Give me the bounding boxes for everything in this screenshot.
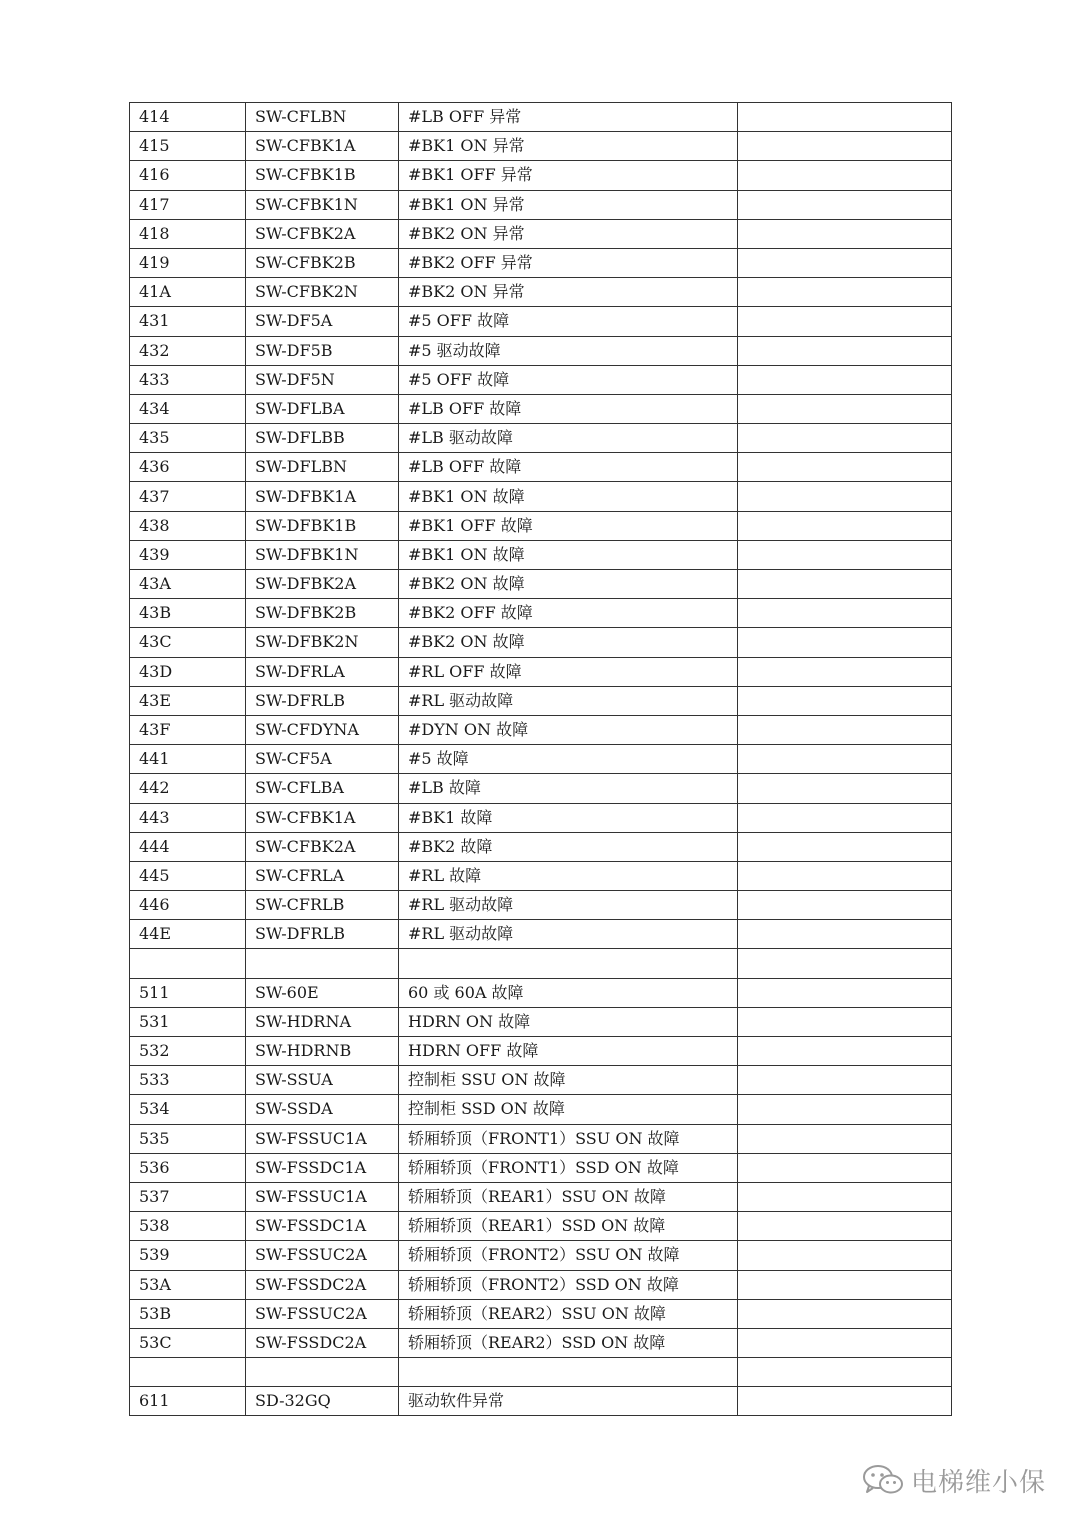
table-row [130, 161, 952, 190]
remark-cell [738, 861, 952, 890]
signal-name-cell: SW-DFLBA [246, 394, 399, 423]
description-cell [399, 949, 738, 978]
fault-code-cell: 432 [130, 336, 246, 365]
remark-cell [738, 1007, 952, 1036]
fault-code-cell: 418 [130, 219, 246, 248]
remark-cell [738, 540, 952, 569]
table-row [130, 103, 952, 132]
remark-cell [738, 103, 952, 132]
remark-cell [738, 278, 952, 307]
signal-name-cell [246, 1358, 399, 1387]
signal-name-cell: SD-32GQ [246, 1387, 399, 1416]
fault-code-cell: 435 [130, 424, 246, 453]
fault-code-table-body [130, 103, 952, 1416]
remark-cell [738, 1153, 952, 1182]
fault-code-cell: 53B [130, 1299, 246, 1328]
description-cell: 控制柜 SSD ON 故障 [399, 1095, 738, 1124]
remark-cell [738, 920, 952, 949]
description-cell: #BK2 ON 异常 [399, 278, 738, 307]
signal-name-cell: SW-FSSDC2A [246, 1270, 399, 1299]
signal-name-cell: SW-DFLBB [246, 424, 399, 453]
description-cell: #BK2 ON 故障 [399, 628, 738, 657]
fault-code-cell: 43E [130, 686, 246, 715]
signal-name-cell: SW-DFBK1A [246, 482, 399, 511]
fault-code-cell: 443 [130, 803, 246, 832]
signal-name-cell: SW-DFBK1B [246, 511, 399, 540]
description-cell: #5 OFF 故障 [399, 365, 738, 394]
remark-cell [738, 570, 952, 599]
remark-cell [738, 394, 952, 423]
signal-name-cell: SW-CFBK1A [246, 803, 399, 832]
signal-name-cell: SW-DFBK2B [246, 599, 399, 628]
description-cell: 轿厢轿顶（FRONT2）SSU ON 故障 [399, 1241, 738, 1270]
table-row [130, 1182, 952, 1211]
remark-cell [738, 132, 952, 161]
watermark-text: 电梯维小保 [910, 1467, 1046, 1498]
table-row [130, 1153, 952, 1182]
description-cell: 轿厢轿顶（FRONT1）SSD ON 故障 [399, 1153, 738, 1182]
description-cell: #BK1 ON 异常 [399, 190, 738, 219]
remark-cell [738, 715, 952, 744]
table-row [130, 803, 952, 832]
description-cell: #5 驱动故障 [399, 336, 738, 365]
table-row [130, 686, 952, 715]
table-row [130, 1095, 952, 1124]
table-row [130, 1241, 952, 1270]
description-cell: 轿厢轿顶（REAR2）SSD ON 故障 [399, 1328, 738, 1357]
description-cell: #BK2 ON 故障 [399, 570, 738, 599]
description-cell: #RL 驱动故障 [399, 686, 738, 715]
description-cell: #BK1 ON 异常 [399, 132, 738, 161]
table-row [130, 774, 952, 803]
remark-cell [738, 424, 952, 453]
fault-code-cell: 41A [130, 278, 246, 307]
description-cell: #BK2 ON 异常 [399, 219, 738, 248]
remark-cell [738, 1182, 952, 1211]
signal-name-cell: SW-HDRNA [246, 1007, 399, 1036]
signal-name-cell: SW-CF5A [246, 745, 399, 774]
description-cell: #BK1 ON 故障 [399, 482, 738, 511]
fault-code-cell: 536 [130, 1153, 246, 1182]
fault-code-cell: 44E [130, 920, 246, 949]
table-row [130, 1007, 952, 1036]
signal-name-cell: SW-CFBK1B [246, 161, 399, 190]
signal-name-cell: SW-DFRLB [246, 686, 399, 715]
signal-name-cell: SW-FSSDC2A [246, 1328, 399, 1357]
fault-code-cell: 538 [130, 1212, 246, 1241]
signal-name-cell: SW-CFBK2N [246, 278, 399, 307]
fault-code-cell: 439 [130, 540, 246, 569]
fault-code-cell: 533 [130, 1066, 246, 1095]
fault-code-cell: 441 [130, 745, 246, 774]
signal-name-cell: SW-SSDA [246, 1095, 399, 1124]
fault-code-cell: 43C [130, 628, 246, 657]
description-cell: HDRN OFF 故障 [399, 1037, 738, 1066]
signal-name-cell: SW-CFBK2A [246, 832, 399, 861]
description-cell: 轿厢轿顶（FRONT1）SSU ON 故障 [399, 1124, 738, 1153]
description-cell: #BK1 OFF 异常 [399, 161, 738, 190]
remark-cell [738, 1270, 952, 1299]
fault-code-cell: 442 [130, 774, 246, 803]
fault-code-cell: 53C [130, 1328, 246, 1357]
fault-code-cell: 414 [130, 103, 246, 132]
signal-name-cell: SW-CFBK2A [246, 219, 399, 248]
signal-name-cell: SW-FSSUC2A [246, 1241, 399, 1270]
signal-name-cell: SW-FSSUC1A [246, 1182, 399, 1211]
table-row [130, 1299, 952, 1328]
fault-code-cell: 534 [130, 1095, 246, 1124]
remark-cell [738, 949, 952, 978]
remark-cell [738, 1387, 952, 1416]
remark-cell [738, 1066, 952, 1095]
fault-code-cell: 415 [130, 132, 246, 161]
fault-code-cell: 436 [130, 453, 246, 482]
description-cell: #LB OFF 故障 [399, 453, 738, 482]
remark-cell [738, 657, 952, 686]
remark-cell [738, 686, 952, 715]
signal-name-cell: SW-DFRLA [246, 657, 399, 686]
table-row [130, 424, 952, 453]
fault-code-cell: 43A [130, 570, 246, 599]
table-row [130, 511, 952, 540]
signal-name-cell: SW-SSUA [246, 1066, 399, 1095]
signal-name-cell: SW-FSSDC1A [246, 1153, 399, 1182]
description-cell: #BK1 OFF 故障 [399, 511, 738, 540]
fault-code-cell: 417 [130, 190, 246, 219]
fault-code-cell: 446 [130, 891, 246, 920]
fault-code-table [129, 102, 952, 1416]
description-cell: 60 或 60A 故障 [399, 978, 738, 1007]
description-cell: #LB 驱动故障 [399, 424, 738, 453]
remark-cell [738, 1212, 952, 1241]
signal-name-cell: SW-CFRLA [246, 861, 399, 890]
table-row [130, 219, 952, 248]
signal-name-cell: SW-DFBK2N [246, 628, 399, 657]
table-row [130, 861, 952, 890]
description-cell [399, 1358, 738, 1387]
remark-cell [738, 1328, 952, 1357]
fault-code-cell: 444 [130, 832, 246, 861]
signal-name-cell: SW-DF5N [246, 365, 399, 394]
signal-name-cell: SW-FSSUC2A [246, 1299, 399, 1328]
description-cell: #RL OFF 故障 [399, 657, 738, 686]
description-cell: 轿厢轿顶（REAR1）SSD ON 故障 [399, 1212, 738, 1241]
signal-name-cell: SW-CFBK1A [246, 132, 399, 161]
description-cell: #BK2 OFF 故障 [399, 599, 738, 628]
table-row [130, 394, 952, 423]
remark-cell [738, 453, 952, 482]
fault-code-cell: 445 [130, 861, 246, 890]
description-cell: #RL 驱动故障 [399, 891, 738, 920]
table-row [130, 1124, 952, 1153]
table-row [130, 570, 952, 599]
remark-cell [738, 482, 952, 511]
table-row [130, 453, 952, 482]
fault-code-cell: 43F [130, 715, 246, 744]
remark-cell [738, 190, 952, 219]
fault-code-cell: 433 [130, 365, 246, 394]
table-row [130, 978, 952, 1007]
table-row [130, 1387, 952, 1416]
signal-name-cell: SW-CFBK1N [246, 190, 399, 219]
description-cell: 驱动软件异常 [399, 1387, 738, 1416]
remark-cell [738, 1241, 952, 1270]
description-cell: #RL 故障 [399, 861, 738, 890]
description-cell: 轿厢轿顶（REAR1）SSU ON 故障 [399, 1182, 738, 1211]
remark-cell [738, 365, 952, 394]
fault-code-cell: 416 [130, 161, 246, 190]
table-row [130, 132, 952, 161]
remark-cell [738, 803, 952, 832]
table-row [130, 832, 952, 861]
table-row [130, 1270, 952, 1299]
description-cell: #LB 故障 [399, 774, 738, 803]
remark-cell [738, 511, 952, 540]
remark-cell [738, 599, 952, 628]
table-row [130, 365, 952, 394]
wechat-icon [861, 1463, 905, 1497]
table-row [130, 248, 952, 277]
fault-code-cell [130, 949, 246, 978]
signal-name-cell: SW-CFDYNA [246, 715, 399, 744]
table-row [130, 657, 952, 686]
description-cell: HDRN ON 故障 [399, 1007, 738, 1036]
description-cell: 轿厢轿顶（REAR2）SSU ON 故障 [399, 1299, 738, 1328]
table-row [130, 949, 952, 978]
description-cell: #DYN ON 故障 [399, 715, 738, 744]
signal-name-cell: SW-DFLBN [246, 453, 399, 482]
table-row [130, 336, 952, 365]
description-cell: #5 故障 [399, 745, 738, 774]
table-row [130, 307, 952, 336]
description-cell: #RL 驱动故障 [399, 920, 738, 949]
table-row [130, 715, 952, 744]
table-row [130, 1066, 952, 1095]
table-row [130, 745, 952, 774]
remark-cell [738, 774, 952, 803]
description-cell: #BK1 ON 故障 [399, 540, 738, 569]
fault-code-cell: 539 [130, 1241, 246, 1270]
signal-name-cell: SW-DFRLB [246, 920, 399, 949]
signal-name-cell: SW-DF5A [246, 307, 399, 336]
fault-code-cell: 43D [130, 657, 246, 686]
fault-code-cell: 511 [130, 978, 246, 1007]
remark-cell [738, 336, 952, 365]
remark-cell [738, 219, 952, 248]
remark-cell [738, 1358, 952, 1387]
signal-name-cell: SW-HDRNB [246, 1037, 399, 1066]
signal-name-cell: SW-DFBK1N [246, 540, 399, 569]
signal-name-cell: SW-CFLBN [246, 103, 399, 132]
fault-code-cell: 531 [130, 1007, 246, 1036]
signal-name-cell: SW-CFLBA [246, 774, 399, 803]
signal-name-cell: SW-FSSUC1A [246, 1124, 399, 1153]
fault-code-cell: 438 [130, 511, 246, 540]
table-row [130, 920, 952, 949]
description-cell: #BK2 OFF 异常 [399, 248, 738, 277]
fault-code-cell: 431 [130, 307, 246, 336]
signal-name-cell: SW-CFRLB [246, 891, 399, 920]
table-row [130, 1358, 952, 1387]
description-cell: #BK1 故障 [399, 803, 738, 832]
description-cell: #5 OFF 故障 [399, 307, 738, 336]
remark-cell [738, 161, 952, 190]
table-row [130, 190, 952, 219]
signal-name-cell: SW-DFBK2A [246, 570, 399, 599]
fault-code-cell: 53A [130, 1270, 246, 1299]
fault-code-cell: 611 [130, 1387, 246, 1416]
table-row [130, 1212, 952, 1241]
table-row [130, 540, 952, 569]
remark-cell [738, 1124, 952, 1153]
signal-name-cell: SW-FSSDC1A [246, 1212, 399, 1241]
table-row [130, 482, 952, 511]
table-row [130, 891, 952, 920]
remark-cell [738, 891, 952, 920]
signal-name-cell: SW-60E [246, 978, 399, 1007]
table-row [130, 1037, 952, 1066]
signal-name-cell: SW-CFBK2B [246, 248, 399, 277]
fault-code-cell: 43B [130, 599, 246, 628]
table-row [130, 278, 952, 307]
remark-cell [738, 1299, 952, 1328]
remark-cell [738, 307, 952, 336]
fault-code-cell: 437 [130, 482, 246, 511]
remark-cell [738, 978, 952, 1007]
remark-cell [738, 745, 952, 774]
description-cell: 轿厢轿顶（FRONT2）SSD ON 故障 [399, 1270, 738, 1299]
remark-cell [738, 628, 952, 657]
signal-name-cell [246, 949, 399, 978]
fault-code-cell: 535 [130, 1124, 246, 1153]
table-row [130, 628, 952, 657]
fault-code-cell: 537 [130, 1182, 246, 1211]
remark-cell [738, 832, 952, 861]
watermark [861, 1460, 1046, 1500]
fault-code-cell: 434 [130, 394, 246, 423]
table-row [130, 599, 952, 628]
description-cell: #BK2 故障 [399, 832, 738, 861]
fault-code-cell [130, 1358, 246, 1387]
remark-cell [738, 1095, 952, 1124]
signal-name-cell: SW-DF5B [246, 336, 399, 365]
fault-code-cell: 419 [130, 248, 246, 277]
description-cell: #LB OFF 异常 [399, 103, 738, 132]
remark-cell [738, 1037, 952, 1066]
fault-code-cell: 532 [130, 1037, 246, 1066]
remark-cell [738, 248, 952, 277]
description-cell: #LB OFF 故障 [399, 394, 738, 423]
description-cell: 控制柜 SSU ON 故障 [399, 1066, 738, 1095]
table-row [130, 1328, 952, 1357]
